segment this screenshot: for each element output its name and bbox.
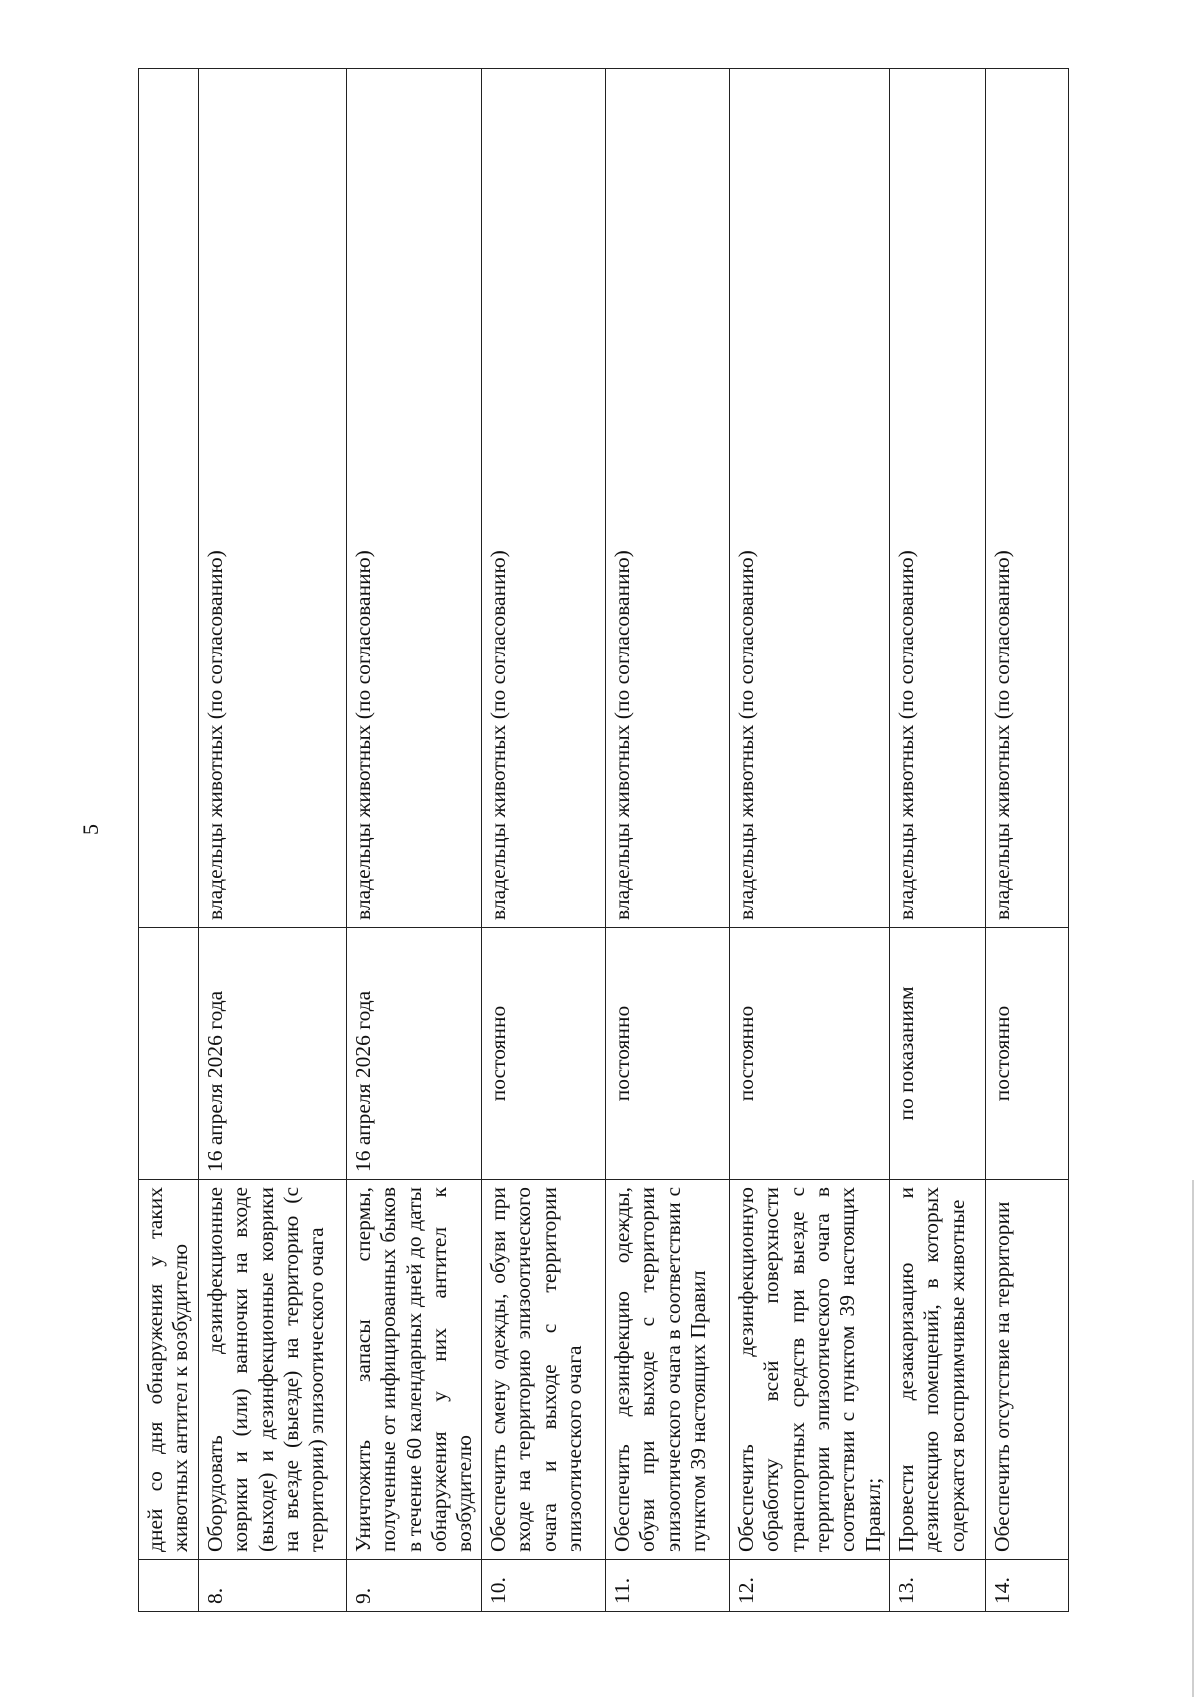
row-term: 16 апреля 2026 года (199, 928, 347, 1180)
row-number: 13. (889, 1560, 985, 1612)
row-term: постоянно (985, 928, 1068, 1180)
row-number: 9. (347, 1560, 482, 1612)
row-responsible: владельцы животных (по согласованию) (605, 69, 729, 928)
row-action: Провести дезакаризацию и дезинсекцию помещений, в которых содержатся восприимчивые животные (889, 1180, 985, 1560)
table-row (139, 69, 199, 1612)
row-number: 10. (481, 1560, 605, 1612)
row-action: дней со дня обнаружения у таких животных антител к возбудителю (139, 1180, 199, 1560)
row-number: 14. (985, 1560, 1068, 1612)
row-term: постоянно (481, 928, 605, 1180)
table-row (347, 69, 482, 1612)
table-row (729, 69, 889, 1612)
measures-table (138, 68, 1069, 1612)
table-row (481, 69, 605, 1612)
row-term: по показаниям (889, 928, 985, 1180)
row-action: Обеспечить дезинфекцию одежды, обуви при выходе с территории эпизоотического очага в соответствии с пунктом 39 настоящих Правил (605, 1180, 729, 1560)
row-term (139, 928, 199, 1180)
row-action: Обеспечить смену одежды, обуви при входе на территорию эпизоотического очага и выходе с территории эпизоотического очага (481, 1180, 605, 1560)
table-row (605, 69, 729, 1612)
row-action: Уничтожить запасы спермы, полученные от инфицированных быков в течение 60 календарных дней до даты обнаружения у них антител к возбудителю (347, 1180, 482, 1560)
row-number: 11. (605, 1560, 729, 1612)
rotated-table-container (138, 69, 1053, 1612)
row-action: Обеспечить дезинфекционную обработку всей поверхности транспортных средств при выезде с территории эпизоотического очага в соответствии с пунктом 39 настоящих Правил; (729, 1180, 889, 1560)
row-responsible: владельцы животных (по согласованию) (985, 69, 1068, 928)
row-number: 8. (199, 1560, 347, 1612)
row-responsible: владельцы животных (по согласованию) (481, 69, 605, 928)
row-responsible (139, 69, 199, 928)
row-term: постоянно (729, 928, 889, 1180)
row-action: Обеспечить отсутствие на территории (985, 1180, 1068, 1560)
row-responsible: владельцы животных (по согласованию) (889, 69, 985, 928)
row-responsible: владельцы животных (по согласованию) (347, 69, 482, 928)
table-row (889, 69, 985, 1612)
table-row (199, 69, 347, 1612)
page-number: 5 (78, 824, 103, 835)
row-term: постоянно (605, 928, 729, 1180)
row-number (139, 1560, 199, 1612)
row-action: Оборудовать дезинфекционные коврики и (или) ванночки на входе (выходе) и дезинфекционные коврики на въезде (выезде) на территорию (с территории) эпизоотического очага (199, 1180, 347, 1560)
row-term: 16 апреля 2026 года (347, 928, 482, 1180)
row-responsible: владельцы животных (по согласованию) (729, 69, 889, 928)
table-row (985, 69, 1068, 1612)
scan-edge-right (1192, 1180, 1194, 1697)
row-number: 12. (729, 1560, 889, 1612)
row-responsible: владельцы животных (по согласованию) (199, 69, 347, 928)
